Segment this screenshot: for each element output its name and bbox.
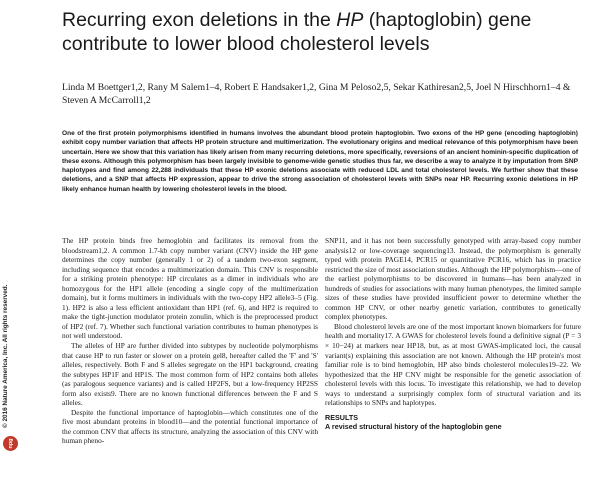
article-title bbox=[62, 8, 582, 56]
body-paragraph: SNP11, and it has not been successfully genotyped with array-based copy number analysis12 or low-coverage sequencing13. Instead, the polymorphism is generally typed with protein PAGE14, PCR15 or quantitative PCR16, which has in practice restricted the size of most association studies. Although the HP polymorphism—one of the earliest polymorphisms to be discovered in humans—has been analyzed in hundreds of studies for associations with many human phenotypes, the limited sample sizes of these studies have provided insufficient power to determine whether the common HP CNV, or other nearby genetic variation, contributes to genetically complex phenotypes. bbox=[325, 236, 581, 322]
body-paragraph: Blood cholesterol levels are one of the most important known biomarkers for future health and mortality17. A GWAS for cholesterol levels found a definitive signal (P = 3 × 10−24) at markers near HP18, but, as at most GWAS-implicated loci, the causal variant(s) explaining this association are not known. Although the HP protein's most familiar role is to bind hemoglobin, HP also binds cholesterol molecules19–22. We hypothesized that the HP CNV might be responsible for the genetic association of cholesterol levels with this locus. To investigate this relationship, we had to develop ways to understand a surprisingly complex form of structural variation and its relationships to SNPs and haplotypes. bbox=[325, 321, 581, 408]
body-paragraph: The HP protein binds free hemoglobin and facilitates its removal from the bloodstream1,2. A common 1.7-kb copy number variant (CNV) inside the HP gene determines the copy number (generally 1 or 2) of a tandem two-exon segment, including sequence that encodes a multimerization domain. This CNV is responsible for a striking protein phenotype: HP circulates as a dimer in individuals who are homozygous for the HP1 allele (encoding a single copy of the multimerization domain), but it forms multimers in individuals with the two-copy HP2 allele3–5 (Fig. 1). HP2 is also a less efficient antioxidant than HP1 (ref. 6), and HP2 is required to make the tight-junction modulator protein zonulin, which is the preprocessed product of HP2 (ref. 7). Whether such functional variation contributes to human phenotypes is not well understood. bbox=[62, 236, 318, 341]
abstract: One of the first protein polymorphisms identified in humans involves the abundant blood protein haptoglobin. Two exons of the HP gene (encoding haptoglobin) exhibit copy number variation that affects HP protein structure and multimerization. The evolutionary origins and medical relevance of this polymorphism have been uncertain. Here we show that this variation has likely arisen from many recurring deletions, more specifically, reversions of an ancient hominin-specific duplication of these exons. Although this polymorphism has been largely invisible to genome-wide genetic studies thus far, we describe a way to analyze it by imputation from SNP haplotypes and find among 22,288 individuals that these HP exonic deletions associate with reduced LDL and total cholesterol levels. We further show that these deletions, and a SNP that affects HP expression, appear to drive the strong association of cholesterol levels with SNPs near HP. Recurring exonic deletions in HP likely enhance human health by lowering cholesterol levels in the blood. bbox=[62, 130, 578, 193]
author-list: Linda M Boettger1,2, Rany M Salem1–4, Robert E Handsaker1,2, Gina M Peloso2,5, Sekar Kathiresan2,5, Joel N Hirschhorn1–4 & Steven A McCarroll1,2 bbox=[62, 82, 571, 106]
body-column-right bbox=[325, 236, 581, 432]
npg-logo: npg bbox=[3, 436, 18, 451]
body-paragraph: The alleles of HP are further divided into subtypes by nucleotide polymorphisms that cause HP to run faster or slower on a protein gel8, hereafter called the 'F' and 'S' alleles, respectively. Both F and S alleles segregate on the HP1 background, creating the subtypes HP1F and HP1S. The most common form of HP2 contains both alleles (as paralogous sequence variants) and is called HP2FS, but a low-frequency HP2SS form also exists9. There are no known functional differences between the F and S alleles. bbox=[62, 341, 318, 408]
body-paragraph: Despite the functional importance of haptoglobin—which constitutes one of the five most abundant proteins in blood10—and the potential functional importance of the common CNV that affects its structure, analyzing the association of this CNV with human pheno- bbox=[62, 407, 318, 446]
section-heading-results: RESULTS bbox=[325, 412, 359, 422]
title-part-2: (haptoglobin) gene contribute to lower blood cholesterol levels bbox=[62, 9, 532, 55]
title-part-1: Recurring exon deletions in the bbox=[62, 9, 337, 31]
title-gene: HP bbox=[336, 9, 364, 31]
left-margin bbox=[0, 128, 20, 488]
section-subheading: A revised structural history of the haptoglobin gene bbox=[325, 422, 502, 432]
body-column-left bbox=[62, 236, 318, 446]
copyright-notice: © 2016 Nature America, Inc. All rights reserved. bbox=[2, 284, 9, 428]
